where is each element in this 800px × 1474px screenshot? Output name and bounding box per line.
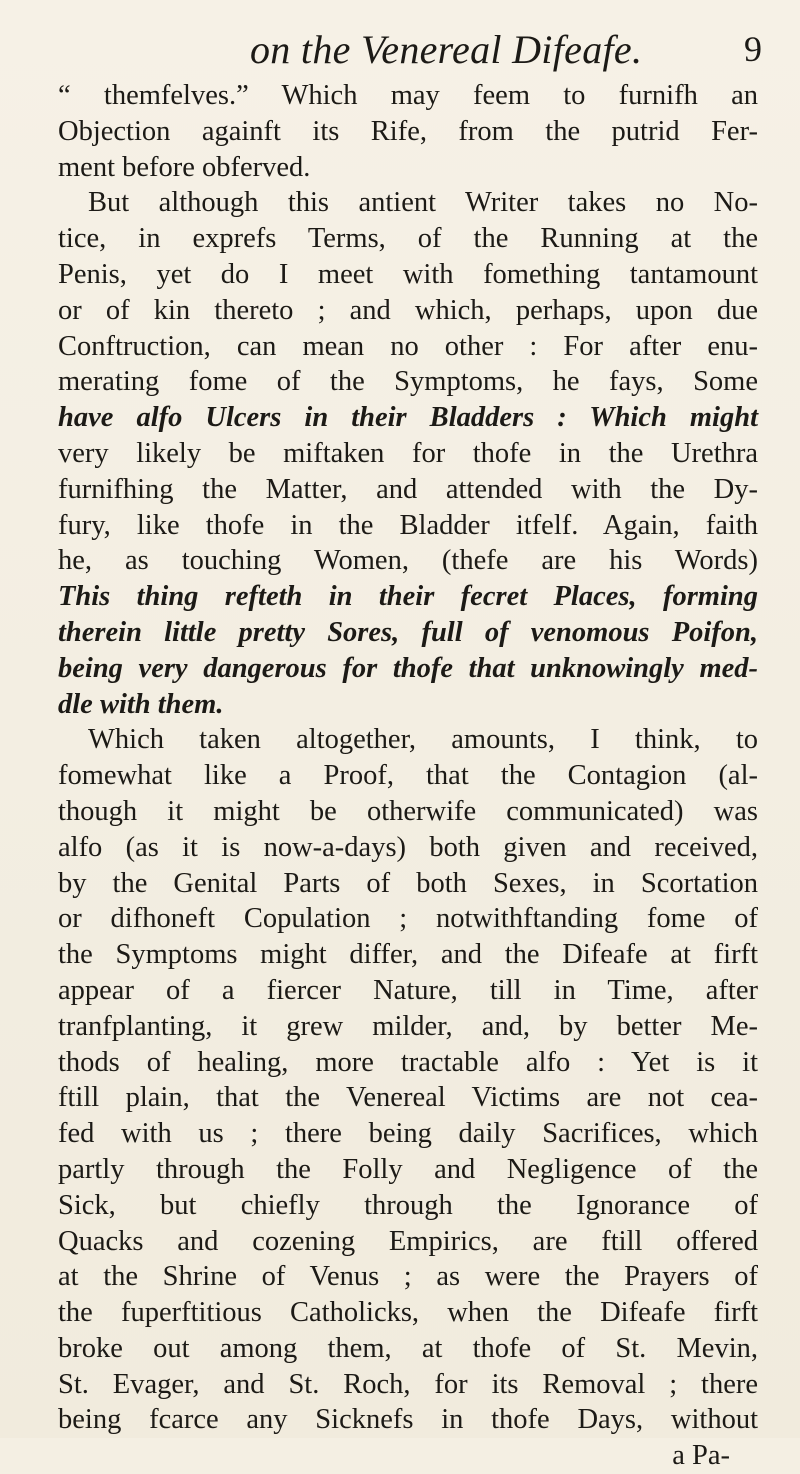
text-line: fomewhat like a Proof, that the Contagion (al- (58, 760, 758, 792)
body-text (58, 78, 758, 1474)
text-line: ment before obferved. (58, 151, 311, 183)
text-line: merating fome of the Symptoms, he fays, Some (58, 366, 758, 398)
text-line: dle with them. (58, 688, 224, 720)
text-line: “ themfelves.” Which may feem to furnifh an (58, 80, 758, 111)
text-line: have alfo Ulcers in their Bladders : Which might (58, 402, 758, 434)
text-line: fed with us ; there being daily Sacrifices, which (58, 1118, 758, 1150)
text-line: therein little pretty Sores, full of venomous Poifon, (58, 616, 758, 648)
text-line: alfo (as it is now-a-days) both given and received, (58, 831, 758, 863)
text-line: the Symptoms might differ, and the Difeafe at firft (58, 939, 758, 971)
text-line: Sick, but chiefly through the Ignorance of (58, 1189, 758, 1221)
text-line: very likely be miftaken for thofe in the Urethra (58, 437, 758, 469)
text-line: This thing refteth in their fecret Places, forming (58, 581, 758, 613)
text-line: broke out among them, at thofe of St. Mevin, (58, 1332, 758, 1364)
text-line: being fcarce any Sicknefs in thofe Days, without (58, 1404, 758, 1436)
text-line: ftill plain, that the Venereal Victims are not cea- (58, 1082, 758, 1114)
text-line: or difhoneft Copulation ; notwithftanding fome of (58, 903, 758, 935)
text-line: But although this antient Writer takes no No- (88, 187, 758, 219)
text-line: St. Evager, and St. Roch, for its Removal ; there (58, 1368, 758, 1400)
text-line: or of kin thereto ; and which, perhaps, upon due (58, 294, 758, 326)
text-line: at the Shrine of Venus ; as were the Prayers of (58, 1261, 758, 1293)
text-line: appear of a fiercer Nature, till in Time, after (58, 974, 758, 1006)
text-line: the fuperftitious Catholicks, when the Difeafe firft (58, 1297, 758, 1329)
text-line: partly through the Folly and Negligence of the (58, 1153, 758, 1185)
running-head: on the Venereal Difeafe. (250, 27, 643, 72)
text-line: Objection againft its Rife, from the putrid Fer- (58, 115, 758, 147)
text-line: Penis, yet do I meet with fomething tantamount (58, 258, 758, 290)
text-line: furnifhing the Matter, and attended with the Dy- (58, 473, 758, 505)
text-line: thods of healing, more tractable alfo : Yet is it (58, 1046, 758, 1078)
text-line: by the Genital Parts of both Sexes, in Scortation (58, 867, 758, 899)
text-line: Conftruction, can mean no other : For after enu- (58, 330, 758, 362)
page-header (0, 12, 800, 72)
text-line: though it might be otherwife communicated) was (58, 795, 758, 827)
text-line: fury, like thofe in the Bladder itfelf. Again, faith (58, 509, 758, 541)
text-line: Which taken altogether, amounts, I think, to (88, 724, 758, 756)
text-line: tice, in exprefs Terms, of the Running at the (58, 223, 758, 255)
catchword: a Pa- (672, 1440, 730, 1472)
text-line: he, as touching Women, (thefe are his Words) (58, 545, 758, 577)
text-line: Quacks and cozening Empirics, are ftill offered (58, 1225, 758, 1257)
page-number: 9 (744, 29, 762, 69)
text-line: tranfplanting, it grew milder, and, by better Me- (58, 1010, 758, 1042)
text-line: being very dangerous for thofe that unknowingly med- (58, 652, 758, 684)
